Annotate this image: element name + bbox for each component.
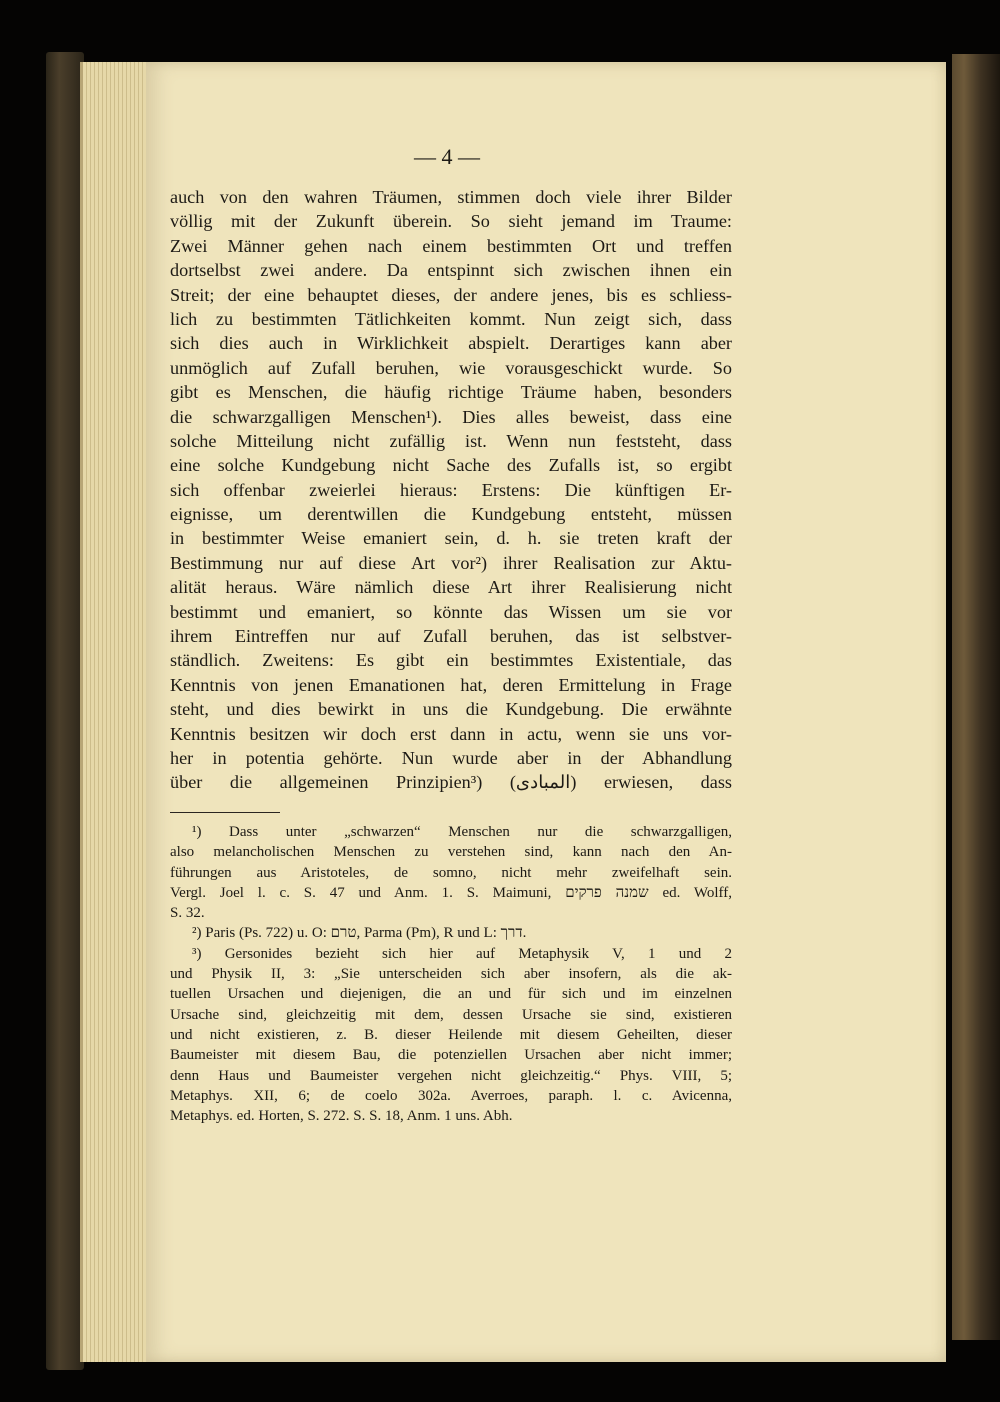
text-line: die schwarzgalligen Menschen¹). Dies alles beweist, dass eine: [170, 406, 732, 427]
footnote-line: Metaphys. XII, 6; de coelo 302a. Averroes, paraph. l. c. Avicenna,: [170, 1087, 732, 1104]
text-line: Zwei Männer gehen nach einem bestimmten Ort und treffen: [170, 235, 732, 256]
text-line: gibt es Menschen, die häufig richtige Träume haben, besonders: [170, 382, 732, 403]
footnote-line: Metaphys. ed. Horten, S. 272. S. S. 18, Anm. 1 uns. Abh.: [170, 1108, 513, 1125]
text-line: Streit; der eine behauptet dieses, der andere jenes, bis es schliess-: [170, 284, 732, 305]
footnote-line: denn Haus und Baumeister vergehen nicht gleichzeitig.“ Phys. VIII, 5;: [170, 1067, 732, 1084]
footnote-line: tuellen Ursachen und diejenigen, die an und für sich und im einzelnen: [170, 986, 732, 1003]
text-line: ständlich. Zweitens: Es gibt ein bestimmtes Existentiale, das: [170, 650, 732, 671]
footnote-line: Vergl. Joel l. c. S. 47 und Anm. 1. S. Maimuni, שמנה פרקים ed. Wolff,: [170, 884, 733, 901]
text-line: über die allgemeinen Prinzipien³) (المبادى) erwiesen, dass: [170, 772, 732, 793]
text-line: ihrem Eintreffen nur auf Zufall beruhen, das ist selbstver-: [170, 626, 732, 647]
text-line: dortselbst zwei andere. Da entspinnt sich zwischen ihnen ein: [170, 260, 732, 281]
text-line: Bestimmung nur auf diese Art vor²) ihrer Realisation zur Aktu-: [170, 552, 732, 573]
footnote-line: ²) Paris (Ps. 722) u. O: טרם, Parma (Pm), R und L: דרך.: [192, 925, 527, 942]
text-line: steht, und dies bewirkt in uns die Kundgebung. Die erwähnte: [170, 699, 732, 720]
footnote-line: ³) Gersonides bezieht sich hier auf Metaphysik V, 1 und 2: [192, 945, 732, 962]
footnote-line: ¹) Dass unter „schwarzen“ Menschen nur die schwarzgalligen,: [192, 824, 732, 840]
text-line: lich zu bestimmten Tätlichkeiten kommt. Nun zeigt sich, dass: [170, 308, 732, 329]
text-line: eine solche Kundgebung nicht Sache des Zufalls ist, so ergibt: [170, 455, 732, 476]
page-stack-edges: [80, 62, 155, 1362]
footnotes-block: [170, 822, 732, 1126]
text-line: völlig mit der Zukunft überein. So sieht jemand im Traume:: [170, 211, 732, 232]
text-line: in bestimmter Weise emaniert sein, d. h. sie treten kraft der: [170, 528, 732, 549]
text-line: solche Mitteilung nicht zufällig ist. Wenn nun feststeht, dass: [170, 430, 732, 451]
page-number: — 4 —: [414, 144, 480, 169]
main-text-block: [170, 185, 732, 795]
book-cover-left-edge: [46, 52, 84, 1370]
footnote-line: Baumeister mit diesem Bau, die potenziellen Ursachen aber nicht immer;: [170, 1047, 732, 1064]
text-line: eignisse, um derentwillen die Kundgebung entsteht, müssen: [170, 504, 732, 525]
footnote-line: Ursache sind, gleichzeitig mit dem, dessen Ursache sie sind, existieren: [170, 1006, 732, 1023]
footnote-line: und nicht existieren, z. B. dieser Heilende mit diesem Geheilten, dieser: [170, 1026, 732, 1043]
text-line: Kenntnis besitzen wir doch erst dann in actu, wenn sie uns vor-: [170, 723, 732, 744]
footnote-line: S. 32.: [170, 905, 205, 922]
book-cover-right-edge: [952, 54, 1000, 1340]
text-line: bestimmt und emaniert, so könnte das Wissen um sie vor: [170, 601, 732, 622]
text-line: auch von den wahren Träumen, stimmen doch viele ihrer Bilder: [170, 187, 732, 207]
footnote-separator: [170, 812, 280, 813]
footnote-line: also melancholischen Menschen zu verstehen sind, kann nach den An-: [170, 844, 732, 861]
text-line: sich offenbar zweierlei hieraus: Erstens: Die künftigen Er-: [170, 479, 732, 500]
text-line: unmöglich auf Zufall beruhen, wie vorausgeschickt wurde. So: [170, 357, 732, 378]
text-line: Kenntnis von jenen Emanationen hat, deren Ermittelung in Frage: [170, 674, 732, 695]
footnote-line: und Physik II, 3: „Sie unterscheiden sich aber insofern, als die ak-: [170, 966, 732, 983]
footnote-line: führungen aus Aristoteles, de somno, nicht mehr zweifelhaft sein.: [170, 864, 732, 881]
text-line: her in potentia gehörte. Nun wurde aber in der Abhandlung: [170, 747, 732, 768]
text-line: alität heraus. Wäre nämlich diese Art ihrer Realisierung nicht: [170, 577, 732, 598]
text-line: sich dies auch in Wirklichkeit abspielt. Derartiges kann aber: [170, 333, 732, 354]
